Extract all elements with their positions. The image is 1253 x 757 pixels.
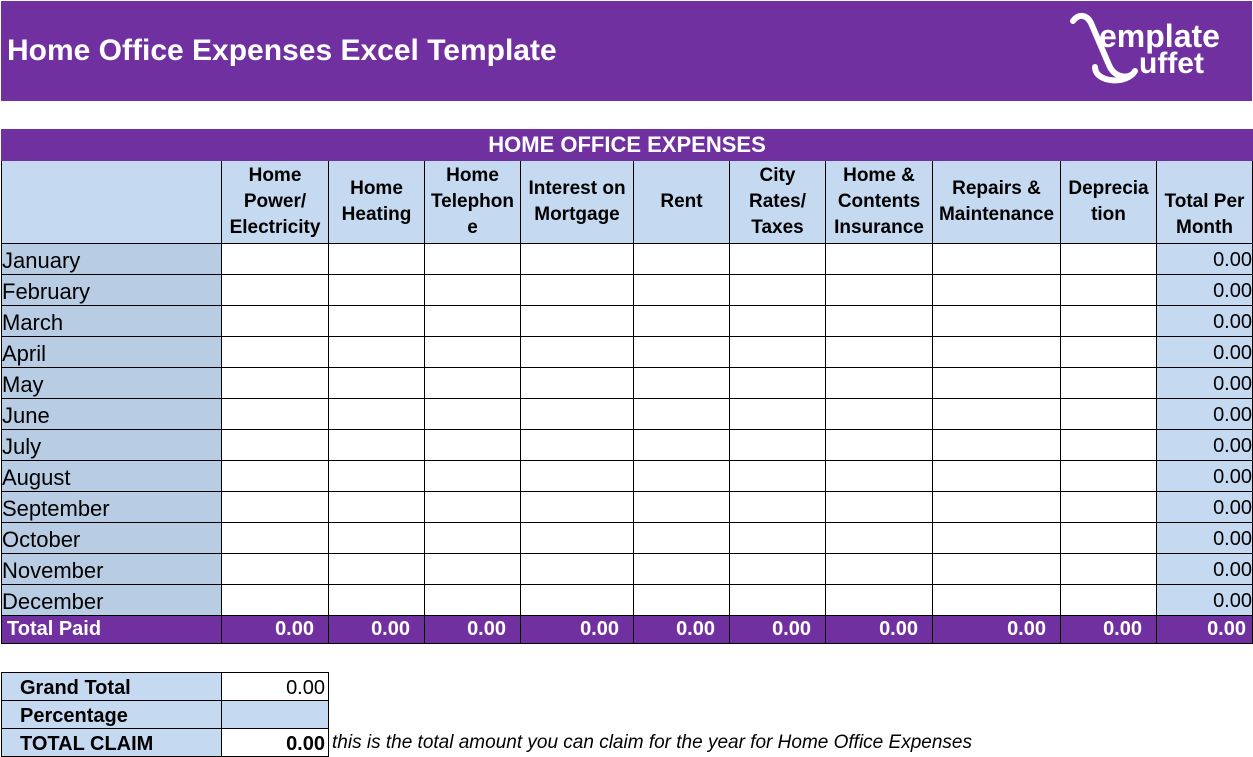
table-row bbox=[2, 585, 1253, 616]
expense-cell[interactable] bbox=[1061, 399, 1157, 430]
column-header-line: Month bbox=[1176, 217, 1233, 238]
column-header bbox=[329, 161, 425, 244]
column-header-line: Power/ bbox=[243, 191, 307, 212]
expense-cell[interactable] bbox=[730, 585, 826, 616]
section-title: HOME OFFICE EXPENSES bbox=[2, 130, 1253, 161]
percentage-input[interactable] bbox=[222, 701, 329, 729]
table-row bbox=[2, 275, 1253, 306]
expense-cell[interactable] bbox=[634, 523, 730, 554]
table-row bbox=[2, 368, 1253, 399]
expense-cell[interactable] bbox=[222, 554, 329, 585]
column-header-line: Total Per bbox=[1164, 191, 1245, 212]
total-paid-value: 0.00 bbox=[826, 616, 933, 644]
table-row bbox=[2, 461, 1253, 492]
expense-cell[interactable] bbox=[826, 585, 933, 616]
column-header-line: Home bbox=[248, 165, 302, 186]
logo-text-line2: uffet bbox=[1139, 47, 1204, 80]
month-total-cell: 0.00 bbox=[1157, 430, 1253, 461]
percentage-label: Percentage bbox=[2, 701, 222, 729]
expense-cell[interactable] bbox=[425, 244, 521, 275]
column-header-line: Deprecia bbox=[1068, 178, 1149, 199]
table-row bbox=[2, 244, 1253, 275]
expense-cell[interactable] bbox=[730, 306, 826, 337]
expense-cell[interactable] bbox=[222, 523, 329, 554]
month-total-cell: 0.00 bbox=[1157, 306, 1253, 337]
expense-cell[interactable] bbox=[329, 585, 425, 616]
expense-cell[interactable] bbox=[826, 430, 933, 461]
expense-cell[interactable] bbox=[634, 275, 730, 306]
column-header-line: Mortgage bbox=[534, 204, 620, 225]
column-header-line: Electricity bbox=[229, 217, 321, 238]
expense-cell[interactable] bbox=[826, 244, 933, 275]
month-total-cell: 0.00 bbox=[1157, 554, 1253, 585]
table-row bbox=[2, 492, 1253, 523]
expense-cell[interactable] bbox=[1061, 461, 1157, 492]
expense-cell[interactable] bbox=[1061, 337, 1157, 368]
total-claim-value[interactable]: 0.00 bbox=[222, 729, 329, 757]
column-header-row bbox=[2, 161, 1253, 244]
column-header-line: Rates/ bbox=[748, 191, 807, 212]
expense-cell[interactable] bbox=[826, 492, 933, 523]
expense-cell[interactable] bbox=[730, 554, 826, 585]
month-label: August bbox=[2, 461, 222, 492]
expense-cell[interactable] bbox=[521, 244, 634, 275]
month-label: July bbox=[2, 430, 222, 461]
expense-cell[interactable] bbox=[521, 399, 634, 430]
month-label: September bbox=[2, 492, 222, 523]
percentage-row bbox=[2, 701, 329, 729]
expense-cell[interactable] bbox=[933, 306, 1061, 337]
expense-cell[interactable] bbox=[826, 306, 933, 337]
month-label: February bbox=[2, 275, 222, 306]
column-header bbox=[730, 161, 826, 244]
expense-cell[interactable] bbox=[521, 275, 634, 306]
expense-cell[interactable] bbox=[425, 368, 521, 399]
expense-cell[interactable] bbox=[521, 554, 634, 585]
expense-cell[interactable] bbox=[222, 337, 329, 368]
grand-total-value[interactable]: 0.00 bbox=[222, 673, 329, 701]
expense-cell[interactable] bbox=[634, 430, 730, 461]
expense-cell[interactable] bbox=[425, 275, 521, 306]
column-header-line: City bbox=[759, 165, 796, 186]
column-header bbox=[1157, 161, 1253, 244]
expense-cell[interactable] bbox=[521, 492, 634, 523]
total-paid-value: 0.00 bbox=[634, 616, 730, 644]
expense-cell[interactable] bbox=[933, 523, 1061, 554]
expense-cell[interactable] bbox=[730, 523, 826, 554]
expense-cell[interactable] bbox=[933, 585, 1061, 616]
expense-cell[interactable] bbox=[329, 399, 425, 430]
column-header-line: Telephon bbox=[430, 191, 515, 212]
total-claim-row bbox=[2, 729, 329, 757]
month-label: June bbox=[2, 399, 222, 430]
expense-cell[interactable] bbox=[425, 430, 521, 461]
total-paid-value: 0.00 bbox=[1157, 616, 1253, 644]
expense-cell[interactable] bbox=[329, 523, 425, 554]
expense-cell[interactable] bbox=[1061, 430, 1157, 461]
total-paid-value: 0.00 bbox=[222, 616, 329, 644]
template-buffet-logo bbox=[1065, 9, 1245, 87]
expense-cell[interactable] bbox=[521, 306, 634, 337]
month-total-cell: 0.00 bbox=[1157, 492, 1253, 523]
column-header-line: Interest on bbox=[528, 178, 626, 199]
table-row bbox=[2, 337, 1253, 368]
expense-cell[interactable] bbox=[1061, 275, 1157, 306]
total-paid-value: 0.00 bbox=[1061, 616, 1157, 644]
expense-cell[interactable] bbox=[1061, 523, 1157, 554]
column-header-line: Home bbox=[446, 165, 499, 186]
month-rows bbox=[2, 244, 1253, 616]
total-claim-label: TOTAL CLAIM bbox=[2, 729, 222, 757]
expense-cell[interactable] bbox=[222, 585, 329, 616]
expense-cell[interactable] bbox=[826, 275, 933, 306]
expense-cell[interactable] bbox=[826, 461, 933, 492]
column-header-line: e bbox=[467, 217, 478, 238]
month-total-cell: 0.00 bbox=[1157, 523, 1253, 554]
column-header-line: Heating bbox=[341, 204, 412, 225]
expense-cell[interactable] bbox=[222, 368, 329, 399]
expense-cell[interactable] bbox=[634, 461, 730, 492]
total-paid-value: 0.00 bbox=[521, 616, 634, 644]
expense-cell[interactable] bbox=[521, 430, 634, 461]
total-paid-value: 0.00 bbox=[730, 616, 826, 644]
table-row bbox=[2, 306, 1253, 337]
expense-cell[interactable] bbox=[329, 430, 425, 461]
expense-cell[interactable] bbox=[730, 368, 826, 399]
column-header bbox=[425, 161, 521, 244]
expense-cell[interactable] bbox=[222, 306, 329, 337]
expense-cell[interactable] bbox=[425, 306, 521, 337]
expense-cell[interactable] bbox=[329, 244, 425, 275]
expense-cell[interactable] bbox=[521, 337, 634, 368]
table-row bbox=[2, 399, 1253, 430]
expense-cell[interactable] bbox=[1061, 554, 1157, 585]
month-total-cell: 0.00 bbox=[1157, 461, 1253, 492]
table-row bbox=[2, 554, 1253, 585]
column-header bbox=[634, 161, 730, 244]
expense-cell[interactable] bbox=[329, 306, 425, 337]
column-header-line: Contents bbox=[837, 191, 921, 212]
expense-cell[interactable] bbox=[425, 585, 521, 616]
title-banner bbox=[1, 1, 1252, 101]
expense-cell[interactable] bbox=[826, 368, 933, 399]
month-label: November bbox=[2, 554, 222, 585]
expense-cell[interactable] bbox=[933, 337, 1061, 368]
total-claim-note: this is the total amount you can claim for the year for Home Office Expenses bbox=[332, 732, 972, 753]
expense-cell[interactable] bbox=[222, 399, 329, 430]
expense-cell[interactable] bbox=[634, 368, 730, 399]
month-label: January bbox=[2, 244, 222, 275]
expense-cell[interactable] bbox=[933, 244, 1061, 275]
expense-cell[interactable] bbox=[933, 430, 1061, 461]
expense-cell[interactable] bbox=[425, 337, 521, 368]
expense-cell[interactable] bbox=[521, 523, 634, 554]
column-header-line: Rent bbox=[660, 191, 703, 212]
expense-cell[interactable] bbox=[222, 430, 329, 461]
expense-cell[interactable] bbox=[222, 244, 329, 275]
expense-cell[interactable] bbox=[730, 399, 826, 430]
total-paid-value: 0.00 bbox=[425, 616, 521, 644]
column-header bbox=[521, 161, 634, 244]
expenses-table bbox=[1, 129, 1253, 644]
month-label: December bbox=[2, 585, 222, 616]
month-label: October bbox=[2, 523, 222, 554]
table-row bbox=[2, 430, 1253, 461]
month-total-cell: 0.00 bbox=[1157, 399, 1253, 430]
expense-cell[interactable] bbox=[329, 461, 425, 492]
expense-cell[interactable] bbox=[425, 461, 521, 492]
month-label: April bbox=[2, 337, 222, 368]
expense-cell[interactable] bbox=[1061, 492, 1157, 523]
column-header-line: Repairs & bbox=[952, 178, 1041, 199]
expense-cell[interactable] bbox=[425, 554, 521, 585]
column-header bbox=[933, 161, 1061, 244]
month-total-cell: 0.00 bbox=[1157, 337, 1253, 368]
expense-cell[interactable] bbox=[329, 275, 425, 306]
expense-cell[interactable] bbox=[329, 492, 425, 523]
expense-cell[interactable] bbox=[826, 523, 933, 554]
logo-text-line1: emplate bbox=[1099, 18, 1220, 54]
expense-cell[interactable] bbox=[329, 368, 425, 399]
column-header-line: tion bbox=[1091, 204, 1126, 225]
expense-cell[interactable] bbox=[634, 337, 730, 368]
expense-cell[interactable] bbox=[730, 430, 826, 461]
expense-cell[interactable] bbox=[329, 554, 425, 585]
expense-cell[interactable] bbox=[826, 554, 933, 585]
month-total-cell: 0.00 bbox=[1157, 275, 1253, 306]
column-header-line: Insurance bbox=[834, 217, 924, 238]
expense-cell[interactable] bbox=[730, 337, 826, 368]
expense-cell[interactable] bbox=[521, 461, 634, 492]
month-label: May bbox=[2, 368, 222, 399]
expense-cell[interactable] bbox=[933, 554, 1061, 585]
expense-cell[interactable] bbox=[730, 461, 826, 492]
total-paid-row bbox=[2, 616, 1253, 644]
expense-cell[interactable] bbox=[425, 399, 521, 430]
total-paid-label: Total Paid bbox=[2, 616, 222, 644]
column-header bbox=[1061, 161, 1157, 244]
expense-cell[interactable] bbox=[634, 306, 730, 337]
expense-cell[interactable] bbox=[933, 275, 1061, 306]
column-header-line: Home bbox=[350, 178, 403, 199]
expense-cell[interactable] bbox=[634, 399, 730, 430]
column-header-blank bbox=[2, 161, 222, 244]
expense-cell[interactable] bbox=[634, 585, 730, 616]
column-header-line: Maintenance bbox=[938, 204, 1055, 225]
expense-cell[interactable] bbox=[826, 399, 933, 430]
grand-total-label: Grand Total bbox=[2, 673, 222, 701]
month-total-cell: 0.00 bbox=[1157, 585, 1253, 616]
expense-cell[interactable] bbox=[1061, 306, 1157, 337]
month-total-cell: 0.00 bbox=[1157, 244, 1253, 275]
grand-total-row bbox=[2, 673, 329, 701]
column-header-line: Home & bbox=[843, 165, 915, 186]
expense-cell[interactable] bbox=[222, 492, 329, 523]
total-paid-value: 0.00 bbox=[933, 616, 1061, 644]
expense-cell[interactable] bbox=[730, 244, 826, 275]
table-row bbox=[2, 523, 1253, 554]
expense-cell[interactable] bbox=[425, 492, 521, 523]
month-label: March bbox=[2, 306, 222, 337]
expense-cell[interactable] bbox=[1061, 585, 1157, 616]
expense-cell[interactable] bbox=[933, 492, 1061, 523]
month-total-cell: 0.00 bbox=[1157, 368, 1253, 399]
expense-cell[interactable] bbox=[521, 368, 634, 399]
expense-cell[interactable] bbox=[634, 492, 730, 523]
page-title: Home Office Expenses Excel Template bbox=[7, 34, 557, 67]
column-header bbox=[826, 161, 933, 244]
total-paid-value: 0.00 bbox=[329, 616, 425, 644]
expense-cell[interactable] bbox=[1061, 244, 1157, 275]
expense-cell[interactable] bbox=[425, 523, 521, 554]
summary-table bbox=[1, 672, 329, 757]
expense-cell[interactable] bbox=[730, 275, 826, 306]
expense-cell[interactable] bbox=[933, 368, 1061, 399]
expense-cell[interactable] bbox=[329, 337, 425, 368]
expense-cell[interactable] bbox=[730, 492, 826, 523]
expense-cell[interactable] bbox=[222, 461, 329, 492]
expense-cell[interactable] bbox=[634, 244, 730, 275]
expense-cell[interactable] bbox=[521, 585, 634, 616]
column-header bbox=[222, 161, 329, 244]
column-header-line: Taxes bbox=[751, 217, 804, 238]
expense-cell[interactable] bbox=[933, 399, 1061, 430]
expense-cell[interactable] bbox=[1061, 368, 1157, 399]
expense-cell[interactable] bbox=[634, 554, 730, 585]
expense-cell[interactable] bbox=[933, 461, 1061, 492]
expense-cell[interactable] bbox=[826, 337, 933, 368]
expense-cell[interactable] bbox=[222, 275, 329, 306]
